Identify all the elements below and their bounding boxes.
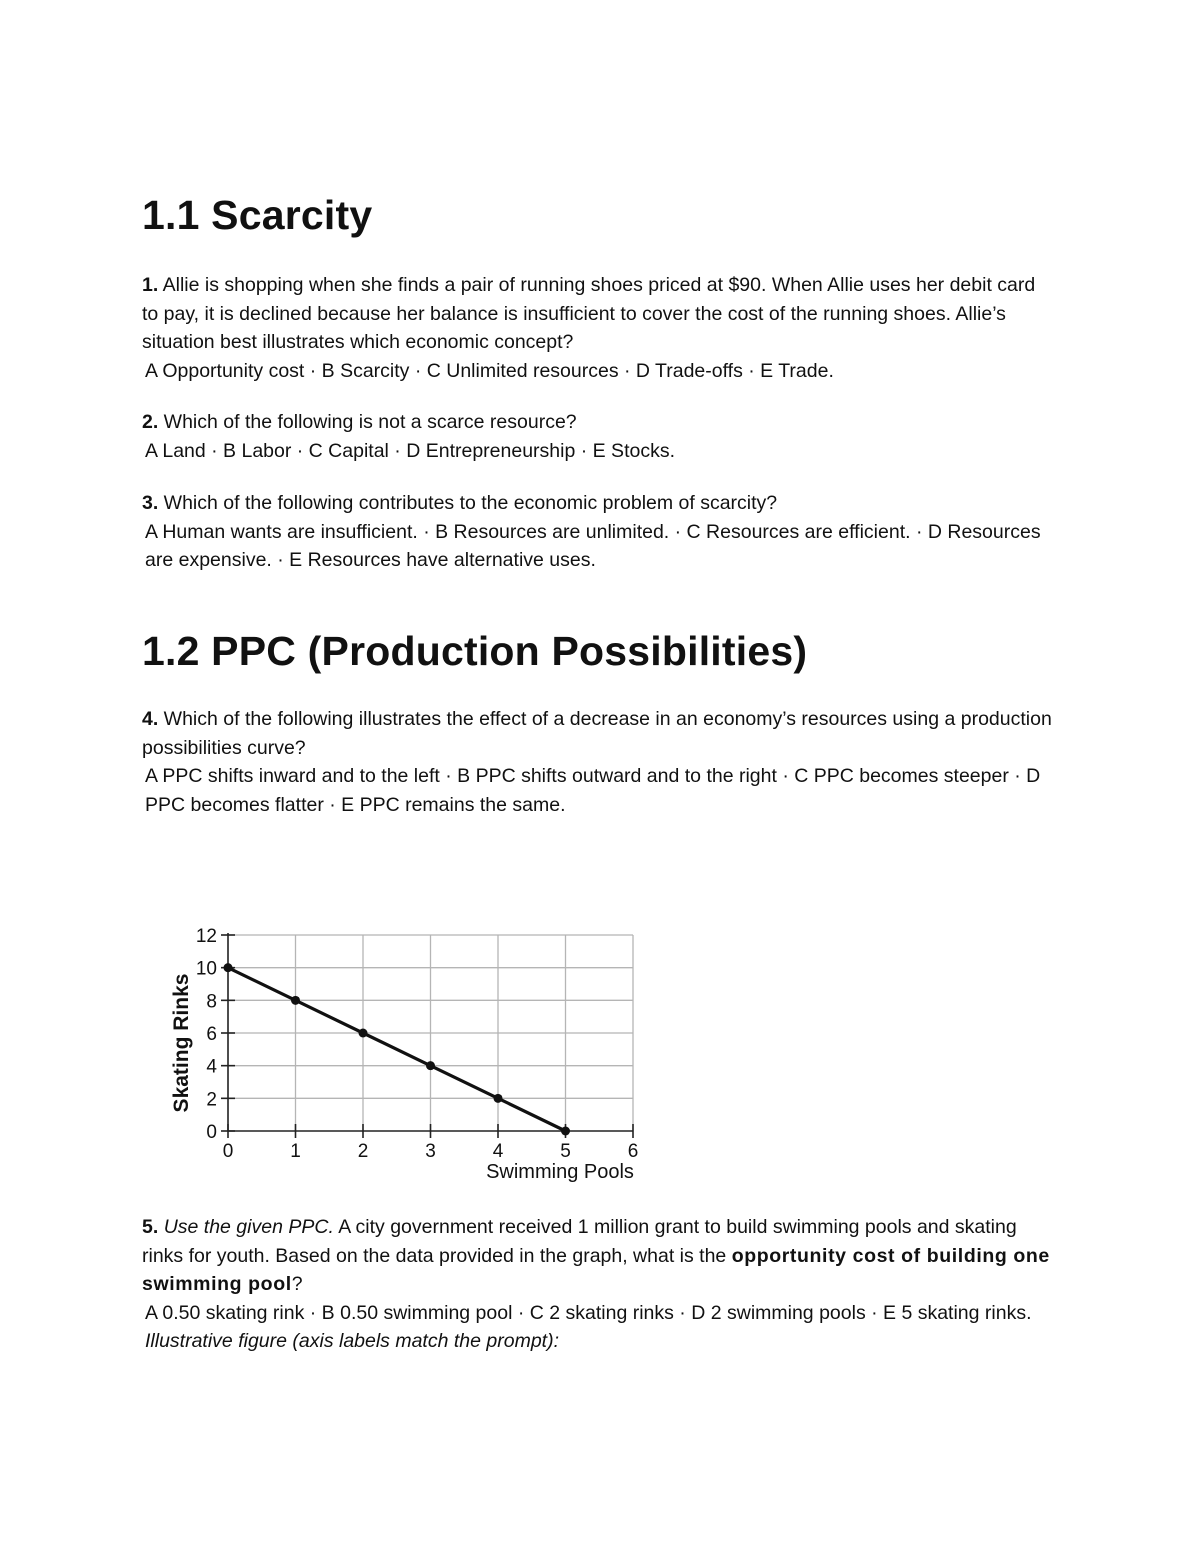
question-text: Which of the following is not a scarce resource? — [158, 411, 577, 433]
question-lead: Use the given PPC. — [163, 1216, 334, 1238]
question-text: Which of the following contributes to the economic problem of scarcity? — [158, 492, 778, 514]
ppc-point — [494, 1094, 503, 1103]
section-title-ppc: 1.2 PPC (Production Possibilities) — [142, 628, 808, 674]
question-3 — [142, 489, 1052, 575]
question-text-end: ? — [291, 1273, 303, 1295]
ppc-point — [291, 996, 300, 1005]
y-tick-label: 6 — [206, 1024, 217, 1045]
x-axis-label: Swimming Pools — [486, 1161, 634, 1183]
ppc-point — [426, 1061, 435, 1070]
ppc-chart — [160, 912, 660, 1187]
ppc-point — [359, 1029, 368, 1038]
question-1 — [142, 271, 1052, 385]
y-tick-label: 2 — [206, 1089, 217, 1111]
section-title-scarcity: 1.1 Scarcity — [142, 192, 373, 238]
answer-options: A 0.50 skating rink · B 0.50 swimming pool · C 2 skating rinks · D 2 swimming pools · E 5 skating rinks. — [145, 1301, 1032, 1324]
question-text: Which of the following illustrates the effect of a decrease in an economy’s resources using a production possibilities curve? — [142, 708, 1052, 759]
answer-options: A Land · B Labor · C Capital · D Entrepreneurship · E Stocks. — [145, 439, 675, 462]
y-tick-label: 10 — [195, 958, 217, 980]
y-tick-label: 4 — [206, 1056, 217, 1078]
question-2 — [142, 408, 1052, 465]
answer-options: A PPC shifts inward and to the left · B PPC shifts outward and to the right · C PPC becomes steeper · D PPC becomes flatter · E PPC remains the same. — [145, 765, 1041, 816]
y-tick-label: 12 — [195, 926, 217, 947]
x-tick-label: 5 — [560, 1141, 571, 1162]
x-tick-label: 6 — [627, 1141, 639, 1162]
question-number: 5. — [142, 1216, 159, 1238]
answer-options: A Opportunity cost · B Scarcity · C Unlimited resources · D Trade-offs · E Trade. — [145, 359, 834, 382]
x-tick-label: 2 — [357, 1141, 369, 1162]
question-number: 1. — [142, 274, 159, 296]
x-tick-label: 1 — [290, 1141, 301, 1162]
question-text: A city government received 1 million grant to build swimming pools and skating rinks for youth. Based on the data provided in the graph, what is the — [142, 1216, 1017, 1267]
ppc-point — [224, 963, 233, 972]
ppc-point — [561, 1127, 570, 1136]
question-number: 2. — [142, 411, 159, 433]
question-number: 3. — [142, 492, 159, 514]
question-emphasis: opportunity cost of building one swimming pool — [142, 1244, 1050, 1295]
ppc-line — [228, 968, 566, 1131]
question-number: 4. — [142, 708, 159, 730]
question-text: Allie is shopping when she finds a pair of running shoes priced at $90. When Allie uses her debit card to pay, it is declined because her balance is insufficient to cover the cost of the running shoes. Allie’s situation best illustrates which economic concept? — [142, 274, 1036, 353]
x-tick-label: 0 — [222, 1141, 234, 1162]
x-tick-label: 3 — [425, 1141, 436, 1162]
y-axis-label: Skating Rinks — [170, 973, 193, 1113]
question-5 — [142, 1213, 1052, 1356]
question-4 — [142, 705, 1052, 819]
y-tick-label: 0 — [206, 1122, 217, 1143]
x-tick-label: 4 — [492, 1141, 504, 1162]
answer-options: A Human wants are insufficient. · B Resources are unlimited. · C Resources are efficient. · D Resources are expensive. · E Resources have alternative uses. — [145, 520, 1041, 571]
y-tick-label: 8 — [206, 991, 217, 1013]
figure-caption: Illustrative figure (axis labels match the prompt): — [145, 1330, 559, 1352]
